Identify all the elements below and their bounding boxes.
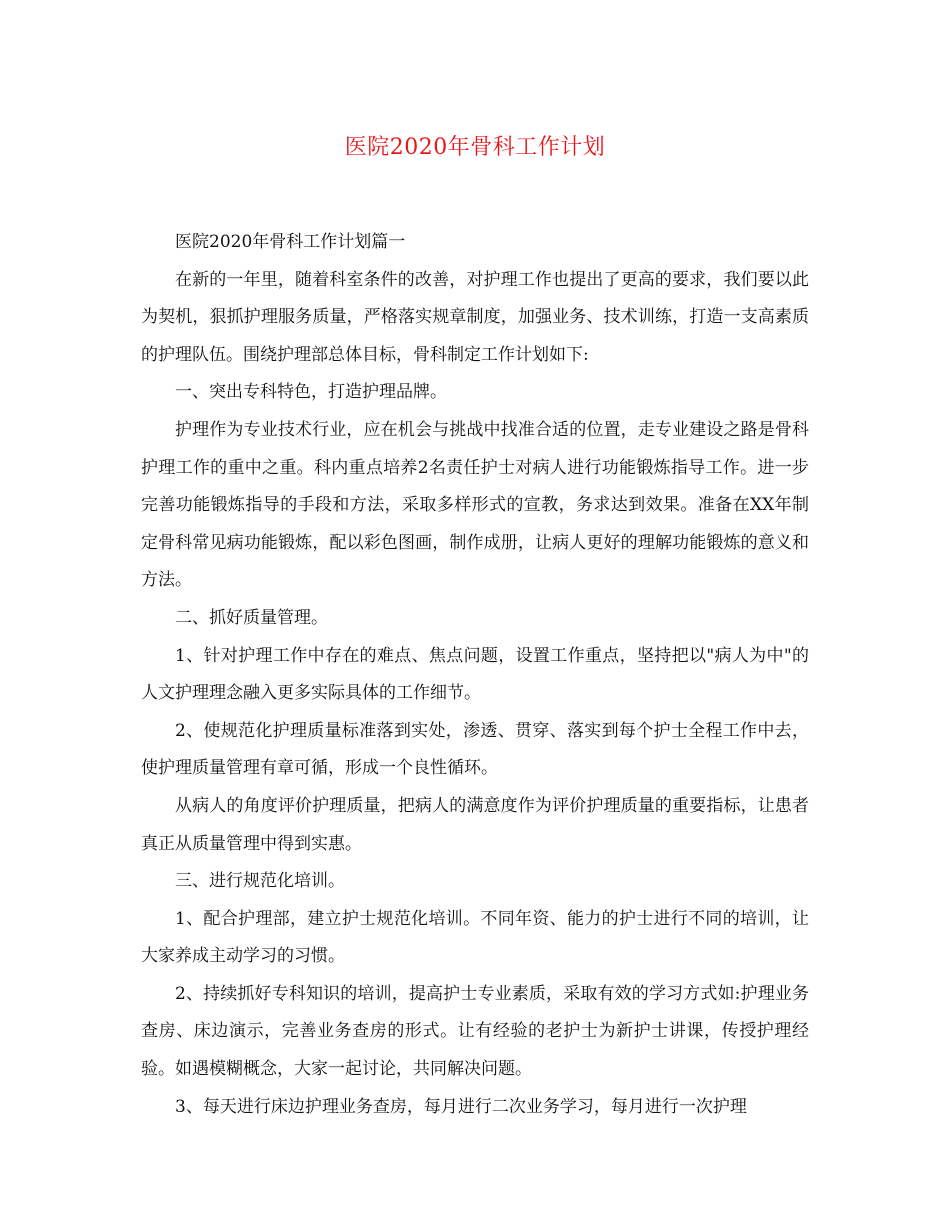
specialty-paragraph: 护理作为专业技术行业，应在机会与挑战中找准合适的位置，走专业建设之路是骨科护理工作的重中之重。科内重点培养2名责任护士对病人进行功能锻炼指导工作。进一步完善功能锻炼指导的手段和方法，采取多样形式的宣教，务求达到效果。准备在XX年制定骨科常见病功能锻炼，配以彩色图画，制作成册，让病人更好的理解功能锻炼的意义和方法。 xyxy=(141,419,809,591)
section-heading-part-one: 医院2020年骨科工作计划篇一 xyxy=(175,232,406,252)
heading-specialty: 一、突出专科特色，打造护理品牌。 xyxy=(175,382,447,403)
training-item-2: 2、持续抓好专科知识的培训，提高护士专业素质，采取有效的学习方式如:护理业务查房、床边演示，完善业务查房的形式。让有经验的老护士为新护士讲课，传授护理经验。如遇模糊概念，大家一起讨论，共同解决问题。 xyxy=(141,983,809,1080)
document-body xyxy=(141,224,809,1126)
intro-paragraph: 在新的一年里，随着科室条件的改善，对护理工作也提出了更高的要求，我们要以此为契机，狠抓护理服务质量，严格落实规章制度，加强业务、技术训练，打造一支高素质的护理队伍。围绕护理部总体目标，骨科制定工作计划如下: xyxy=(141,269,809,365)
training-item-1: 1、配合护理部，建立护士规范化培训。不同年资、能力的护士进行不同的培训，让大家养成主动学习的习惯。 xyxy=(141,908,809,967)
training-item-3: 3、每天进行床边护理业务查房，每月进行二次业务学习，每月进行一次护理 xyxy=(175,1096,747,1117)
quality-evaluation-paragraph: 从病人的角度评价护理质量，把病人的满意度作为评价护理质量的重要指标，让患者真正从质量管理中得到实惠。 xyxy=(141,795,809,854)
quality-item-1: 1、针对护理工作中存在的难点、焦点问题，设置工作重点，坚持把以"病人为中"的人文护理理念融入更多实际具体的工作细节。 xyxy=(141,645,809,704)
heading-training: 三、进行规范化培训。 xyxy=(175,871,345,892)
quality-item-2: 2、使规范化护理质量标准落到实处，渗透、贯穿、落实到每个护士全程工作中去，使护理质量管理有章可循，形成一个良性循环。 xyxy=(141,720,809,779)
document-title: 医院2020年骨科工作计划 xyxy=(344,135,606,160)
heading-quality: 二、抓好质量管理。 xyxy=(175,607,328,628)
